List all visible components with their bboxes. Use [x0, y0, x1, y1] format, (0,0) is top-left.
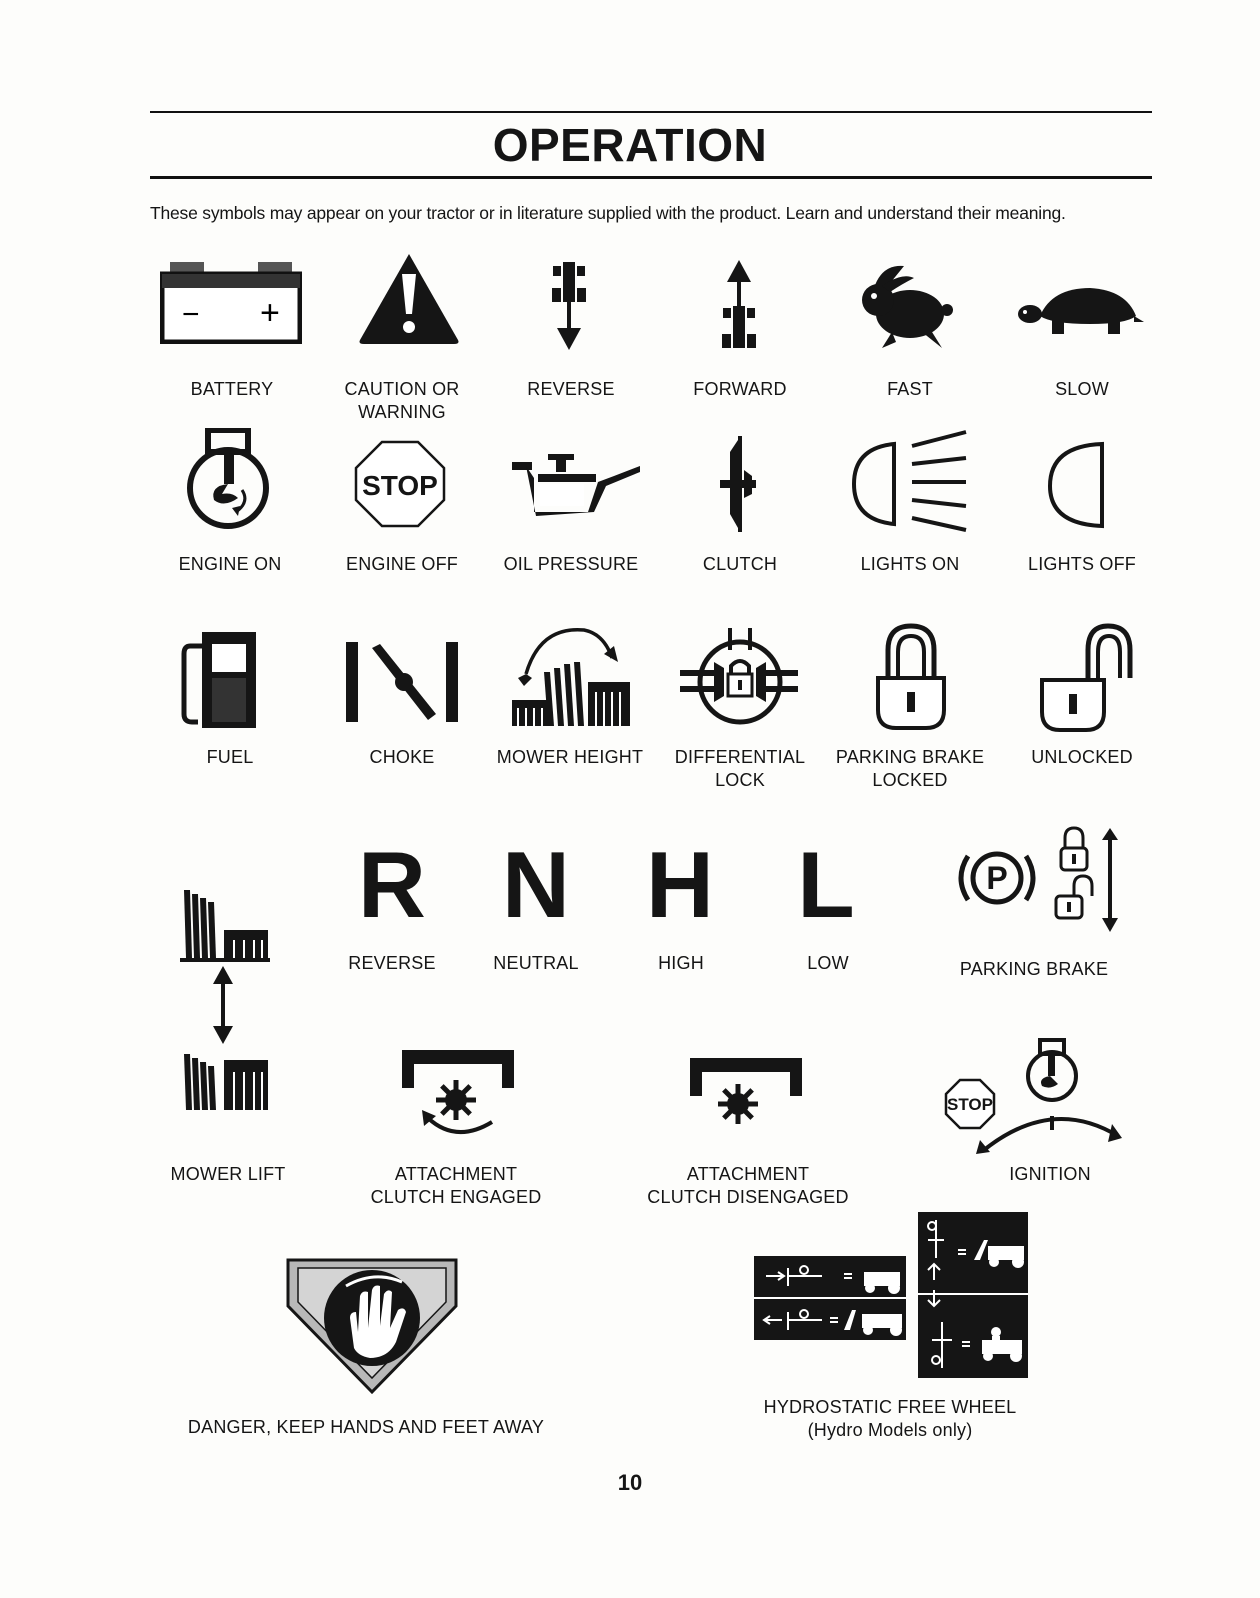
stop-text: STOP [362, 470, 438, 501]
gear-letter-l: L [797, 832, 855, 937]
differential-lock-icon [678, 624, 800, 736]
turtle-slow-icon [1016, 282, 1144, 342]
label-ignition: IGNITION [1009, 1164, 1091, 1184]
attachment-clutch-disengaged-icon [688, 1052, 804, 1132]
gear-letter-h: H [646, 832, 714, 937]
gear-letter-r: R [358, 832, 426, 937]
label-choke: CHOKE [369, 747, 435, 767]
label-engine-on: ENGINE ON [178, 554, 282, 574]
label-danger: DANGER, KEEP HANDS AND FEET AWAY [187, 1417, 545, 1437]
ignition-icon [942, 1038, 1124, 1154]
parking-p-text: P [986, 860, 1008, 896]
label-fast: FAST [887, 379, 933, 399]
label-lights-off: LIGHTS OFF [1027, 554, 1137, 574]
label-forward: FORWARD [693, 379, 787, 399]
header-rule-bottom [150, 176, 1152, 179]
label-gear-neutral: NEUTRAL [493, 953, 579, 973]
danger-hand-icon [284, 1256, 460, 1396]
gear-letter-n: N [502, 832, 570, 937]
label-attach-disengaged-1: ATTACHMENT [686, 1164, 810, 1184]
unlocked-icon [1038, 622, 1134, 734]
reverse-icon [548, 260, 590, 352]
label-clutch: CLUTCH [702, 554, 778, 574]
oil-pressure-icon [510, 452, 642, 518]
page-number: 10 [617, 1470, 643, 1495]
hydrostatic-free-wheel-icon [752, 1210, 1030, 1380]
label-hydro-2: (Hydro Models only) [807, 1420, 973, 1440]
label-attach-disengaged-2: CLUTCH DISENGAGED [647, 1187, 849, 1207]
label-mower-lift: MOWER LIFT [170, 1164, 286, 1184]
battery-plus: + [260, 294, 280, 332]
choke-icon [344, 640, 460, 724]
battery-minus: − [182, 298, 200, 331]
label-diff-lock-1: DIFFERENTIAL [674, 747, 806, 767]
label-hydro-1: HYDROSTATIC FREE WHEEL [763, 1397, 1017, 1417]
header-rule-top [150, 111, 1152, 113]
label-parking-locked-2: LOCKED [872, 770, 948, 790]
clutch-icon [718, 432, 758, 536]
attachment-clutch-engaged-icon [400, 1044, 516, 1140]
label-reverse: REVERSE [527, 379, 615, 399]
label-lights-on: LIGHTS ON [860, 554, 960, 574]
label-parking-brake: PARKING BRAKE [959, 959, 1109, 979]
label-engine-off: ENGINE OFF [345, 554, 459, 574]
label-gear-reverse: REVERSE [348, 953, 436, 973]
parking-brake-icon [952, 826, 1124, 934]
label-battery: BATTERY [190, 379, 274, 399]
intro-text: These symbols may appear on your tractor or in literature supplied with the product. Learn and understand their meaning. [150, 203, 1066, 223]
label-gear-high: HIGH [658, 953, 704, 973]
label-attach-engaged-2: CLUTCH ENGAGED [370, 1187, 542, 1207]
label-diff-lock-2: LOCK [715, 770, 765, 790]
mower-lift-icon [178, 884, 272, 1114]
forward-icon [718, 258, 760, 352]
page-title: OPERATION [492, 119, 768, 171]
label-caution-1: CAUTION OR [344, 379, 460, 399]
label-mower-height: MOWER HEIGHT [496, 747, 644, 767]
label-gear-low: LOW [807, 953, 849, 973]
battery-icon [160, 262, 302, 344]
mower-height-icon [510, 622, 634, 734]
engine-on-icon [184, 428, 272, 532]
ignition-stop-text: STOP [947, 1095, 993, 1114]
label-slow: SLOW [1055, 379, 1109, 399]
label-fuel: FUEL [206, 747, 254, 767]
label-oil-pressure: OIL PRESSURE [503, 554, 639, 574]
label-caution-2: WARNING [358, 402, 446, 422]
engine-off-stop-icon [354, 440, 446, 528]
caution-warning-icon [356, 250, 462, 346]
lights-on-icon [848, 430, 968, 534]
label-unlocked: UNLOCKED [1031, 747, 1133, 767]
parking-brake-locked-icon [874, 622, 948, 732]
lights-off-icon [1044, 440, 1110, 530]
label-parking-locked-1: PARKING BRAKE [835, 747, 985, 767]
fuel-pump-icon [178, 630, 262, 728]
rabbit-fast-icon [852, 262, 956, 352]
label-attach-engaged-1: ATTACHMENT [394, 1164, 518, 1184]
